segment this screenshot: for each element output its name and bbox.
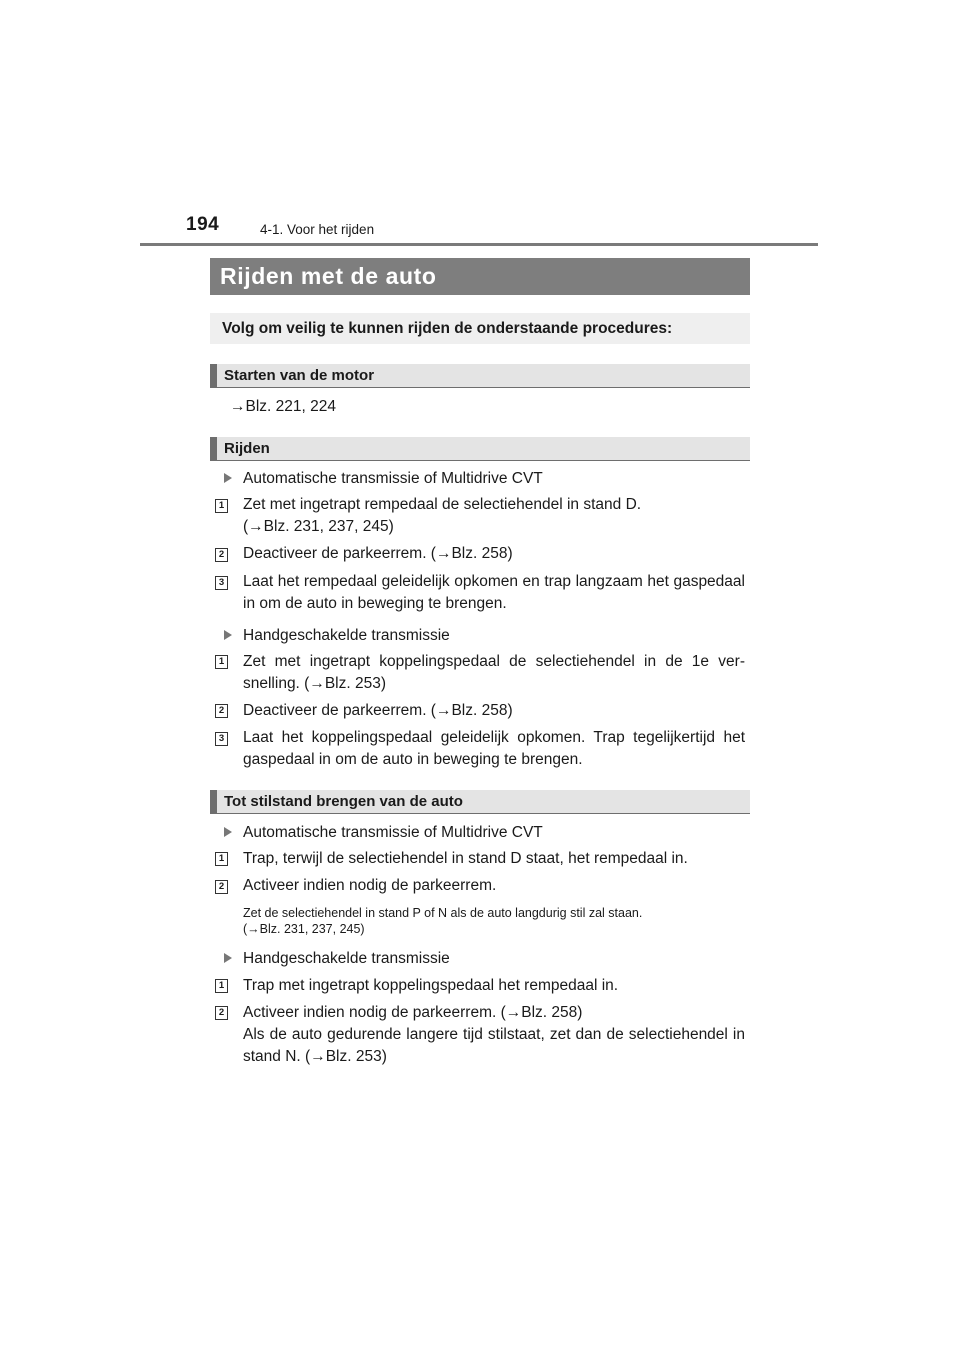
driving-manual-label: Handgeschakelde transmissie xyxy=(224,626,450,646)
stopping-auto-step-1: Trap, terwijl de selectiehendel in stand D staat, het rempedaal in. xyxy=(243,850,688,867)
step-number: 3 xyxy=(215,732,228,746)
driving-manual-step-1: Zet met ingetrapt koppelingspedaal de selectiehendel in de 1e versnelling. (→Blz. 253) xyxy=(243,653,745,692)
intro-text: Volg om veilig te kunnen rijden de onderstaande procedures: xyxy=(210,313,750,344)
page-title: Rijden met de auto xyxy=(210,258,750,295)
section-heading-stopping: Tot stilstand brengen van de auto xyxy=(210,790,750,814)
stopping-auto-step-2: Activeer indien nodig de parkeerrem. xyxy=(243,877,497,894)
driving-manual-step-2: Deactiveer de parkeerrem. (→Blz. 258) xyxy=(243,702,513,719)
chapter-label: 4-1. Voor het rijden xyxy=(260,222,375,237)
step-number: 2 xyxy=(215,880,228,894)
driving-auto-step-1: Zet met ingetrapt rempedaal de selectiehendel in stand D. (→Blz. 231, 237, 245) xyxy=(243,496,642,535)
step-number: 1 xyxy=(215,979,228,993)
step-number: 2 xyxy=(215,704,228,718)
step-number: 2 xyxy=(215,1006,228,1020)
stopping-auto-label: Automatische transmissie of Multidrive CVT xyxy=(224,823,543,843)
section-heading-starting: Starten van de motor xyxy=(210,364,750,388)
triangle-bullet-icon xyxy=(224,473,232,483)
step-number: 1 xyxy=(215,852,228,866)
step-number: 1 xyxy=(215,655,228,669)
starting-ref: →Blz. 221, 224 xyxy=(230,398,336,415)
stopping-manual-step-2: Activeer indien nodig de parkeerrem. (→Blz. 258) Als de auto gedurende langere tijd stilstaat, zet dan de selectiehendel in stand N. (→Blz. 253) xyxy=(243,1004,745,1065)
driving-auto-step-3: Laat het rempedaal geleidelijk opkomen en trap langzaam het gaspedaal in om de auto in beweging te brengen. xyxy=(243,573,745,612)
driving-auto-step-2: Deactiveer de parkeerrem. (→Blz. 258) xyxy=(243,545,513,562)
stopping-manual-label: Handgeschakelde transmissie xyxy=(224,949,450,969)
section-heading-driving: Rijden xyxy=(210,437,750,461)
triangle-bullet-icon xyxy=(224,827,232,837)
triangle-bullet-icon xyxy=(224,953,232,963)
page-number: 194 xyxy=(186,214,220,235)
driving-manual-step-3: Laat het koppelingspedaal geleidelijk opkomen. Trap tegelijkertijd het gaspedaal in om de auto in beweging te brengen. xyxy=(243,729,745,768)
stopping-auto-note: Zet de selectiehendel in stand P of N als de auto langdurig stil zal staan. (→Blz. 231, 237, 245) xyxy=(243,906,643,936)
step-number: 2 xyxy=(215,548,228,562)
step-number: 3 xyxy=(215,576,228,590)
stopping-manual-step-1: Trap met ingetrapt koppelingspedaal het rempedaal in. xyxy=(243,977,619,994)
driving-auto-label: Automatische transmissie of Multidrive CVT xyxy=(224,469,543,489)
header-rule xyxy=(140,243,818,246)
triangle-bullet-icon xyxy=(224,630,232,640)
step-number: 1 xyxy=(215,499,228,513)
